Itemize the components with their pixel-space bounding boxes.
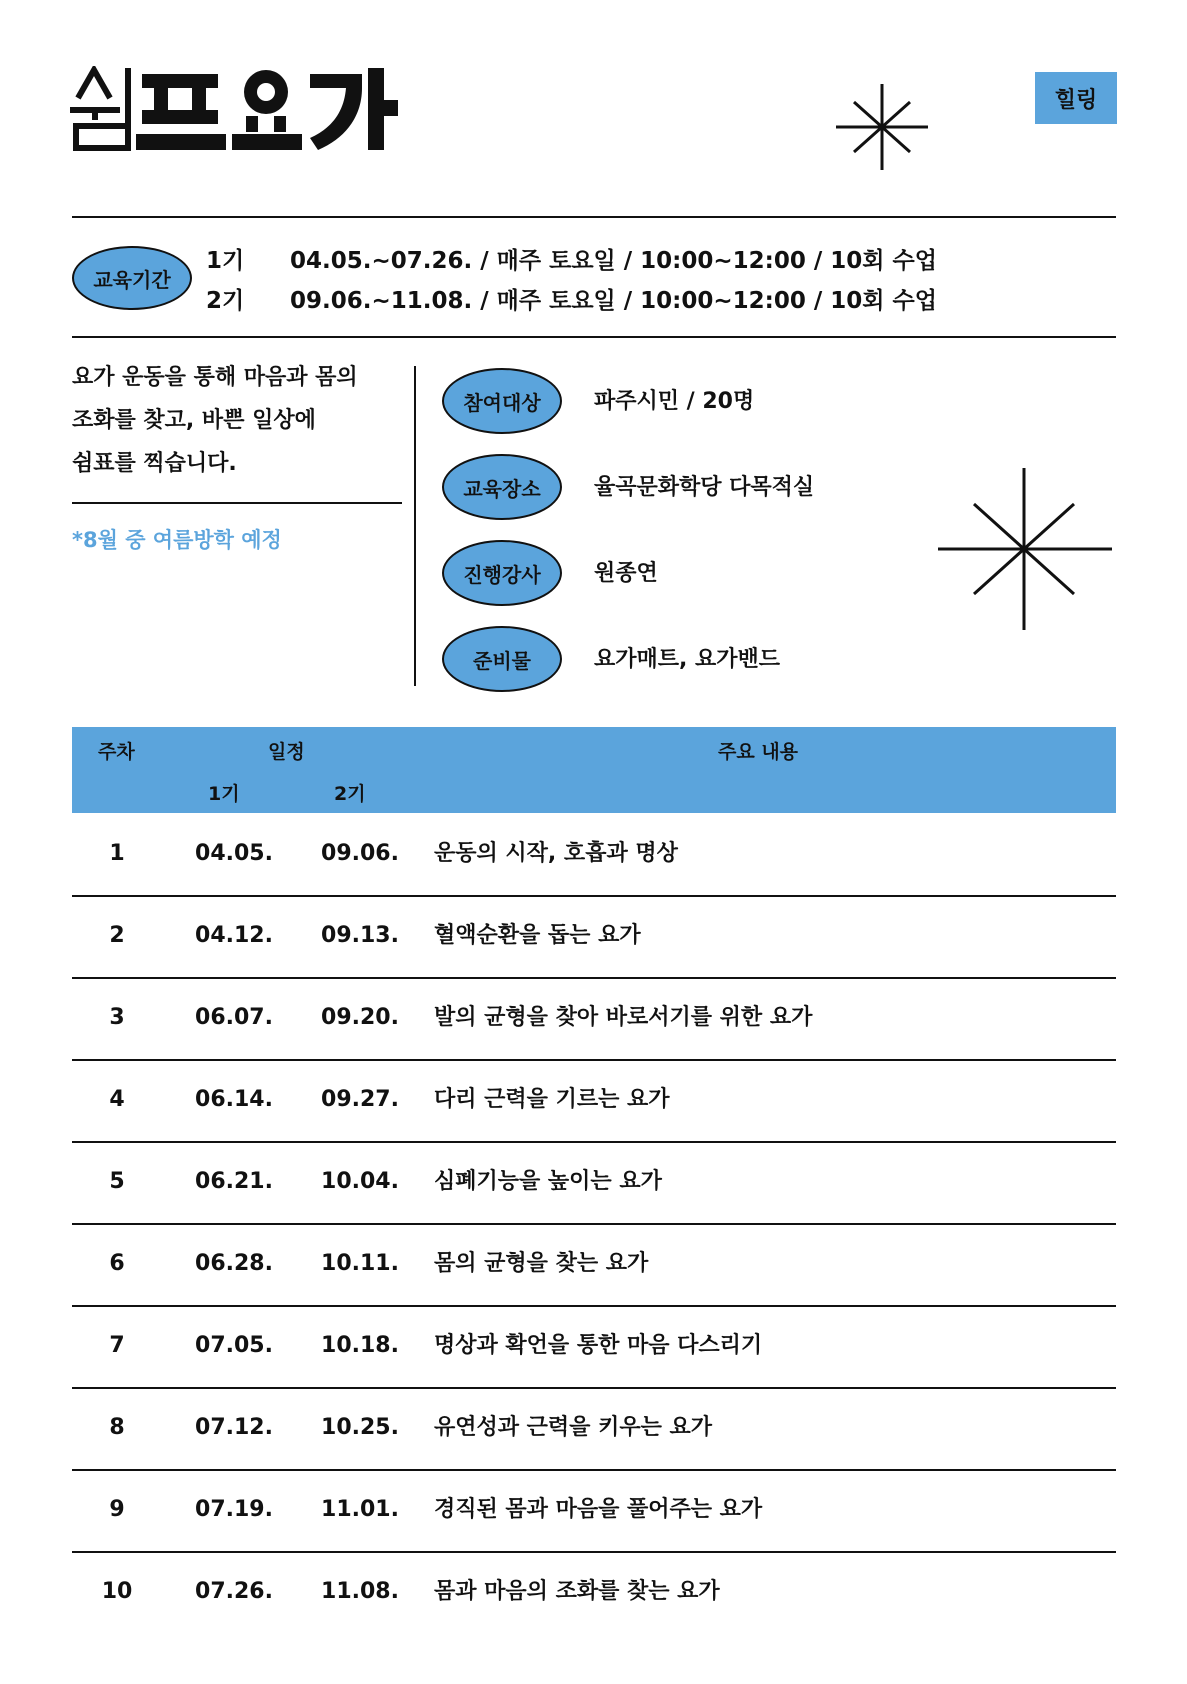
info-value-instructor: 원종연	[594, 561, 658, 586]
term1-date-cell: 07.05.	[195, 1333, 273, 1358]
info-label-instructor: 진행강사	[442, 540, 562, 606]
week-cell: 7	[109, 1333, 125, 1358]
info-label-target: 참여대상	[442, 368, 562, 434]
period-detail: 09.06.~11.08. / 매주 토요일 / 10:00~12:00 / 10회 수업	[290, 288, 937, 314]
table-row	[72, 1305, 1116, 1387]
table-row	[72, 895, 1116, 977]
intro-line: 요가 운동을 통해 마음과 몸의	[72, 365, 358, 390]
term2-date-cell: 11.01.	[321, 1497, 399, 1522]
term1-date-cell: 06.07.	[195, 1005, 273, 1030]
divider	[72, 216, 1116, 218]
table-row	[72, 813, 1116, 895]
content-cell: 명상과 확언을 통한 마음 다스리기	[434, 1333, 763, 1358]
week-cell: 3	[109, 1005, 125, 1030]
term1-date-cell: 04.05.	[195, 841, 273, 866]
intro-divider	[72, 502, 402, 504]
info-value-venue: 율곡문화학당 다목적실	[594, 475, 815, 500]
period-row-1	[206, 242, 937, 275]
term1-date-cell: 06.21.	[195, 1169, 273, 1194]
term2-date-cell: 10.04.	[321, 1169, 399, 1194]
content-cell: 운동의 시작, 호흡과 명상	[434, 841, 678, 866]
term2-date-cell: 09.06.	[321, 841, 399, 866]
period-row-2	[206, 282, 937, 315]
term1-date-cell: 07.19.	[195, 1497, 273, 1522]
term2-date-cell: 09.20.	[321, 1005, 399, 1030]
intro-description	[72, 356, 402, 485]
period-label: 교육기간	[72, 246, 192, 310]
term1-date-cell: 06.28.	[195, 1251, 273, 1276]
content-cell: 발의 균형을 찾아 바로서기를 위한 요가	[434, 1005, 813, 1030]
logo	[70, 66, 400, 152]
week-cell: 2	[109, 923, 125, 948]
content-cell: 유연성과 근력을 키우는 요가	[434, 1415, 713, 1440]
header-content: 주요 내용	[718, 741, 799, 763]
category-badge: 힐링	[1035, 72, 1117, 124]
table-row	[72, 1141, 1116, 1223]
intro-line: 쉼표를 찍습니다.	[72, 451, 237, 476]
content-cell: 몸과 마음의 조화를 찾는 요가	[434, 1579, 720, 1604]
period-detail: 04.05.~07.26. / 매주 토요일 / 10:00~12:00 / 10회 수업	[290, 248, 937, 274]
content-cell: 다리 근력을 기르는 요가	[434, 1087, 670, 1112]
week-cell: 10	[101, 1579, 133, 1604]
table-row	[72, 1387, 1116, 1469]
header-term1: 1기	[208, 783, 240, 805]
content-cell: 혈액순환을 돕는 요가	[434, 923, 641, 948]
term1-date-cell: 06.14.	[195, 1087, 273, 1112]
starburst-icon-right	[938, 468, 1112, 630]
intro-line: 조화를 찾고, 바쁜 일상에	[72, 408, 316, 433]
header-week: 주차	[98, 741, 135, 763]
table-row	[72, 1551, 1116, 1633]
content-cell: 몸의 균형을 찾는 요가	[434, 1251, 649, 1276]
header-term2: 2기	[334, 783, 366, 805]
term1-date-cell: 07.26.	[195, 1579, 273, 1604]
week-cell: 4	[109, 1087, 125, 1112]
period-term: 2기	[206, 288, 245, 314]
week-cell: 6	[109, 1251, 125, 1276]
info-label-supplies: 준비물	[442, 626, 562, 692]
term2-date-cell: 09.27.	[321, 1087, 399, 1112]
term1-date-cell: 07.12.	[195, 1415, 273, 1440]
table-row	[72, 977, 1116, 1059]
period-term: 1기	[206, 248, 245, 274]
starburst-icon-top	[836, 84, 928, 170]
header-schedule: 일정	[268, 741, 305, 763]
vacation-note: *8월 중 여름방학 예정	[72, 528, 282, 552]
week-cell: 9	[109, 1497, 125, 1522]
table-row	[72, 1059, 1116, 1141]
term2-date-cell: 09.13.	[321, 923, 399, 948]
term2-date-cell: 10.25.	[321, 1415, 399, 1440]
content-cell: 경직된 몸과 마음을 풀어주는 요가	[434, 1497, 763, 1522]
info-label-venue: 교육장소	[442, 454, 562, 520]
table-row	[72, 1469, 1116, 1551]
week-cell: 8	[109, 1415, 125, 1440]
term1-date-cell: 04.12.	[195, 923, 273, 948]
info-value-supplies: 요가매트, 요가밴드	[594, 647, 781, 672]
divider	[72, 336, 1116, 338]
week-cell: 5	[109, 1169, 125, 1194]
term2-date-cell: 10.18.	[321, 1333, 399, 1358]
info-value-target: 파주시민 / 20명	[594, 389, 755, 414]
table-row	[72, 1223, 1116, 1305]
term2-date-cell: 10.11.	[321, 1251, 399, 1276]
schedule-table-header	[72, 727, 1116, 813]
term2-date-cell: 11.08.	[321, 1579, 399, 1604]
content-cell: 심폐기능을 높이는 요가	[434, 1169, 662, 1194]
vertical-divider	[414, 366, 416, 686]
week-cell: 1	[109, 841, 125, 866]
